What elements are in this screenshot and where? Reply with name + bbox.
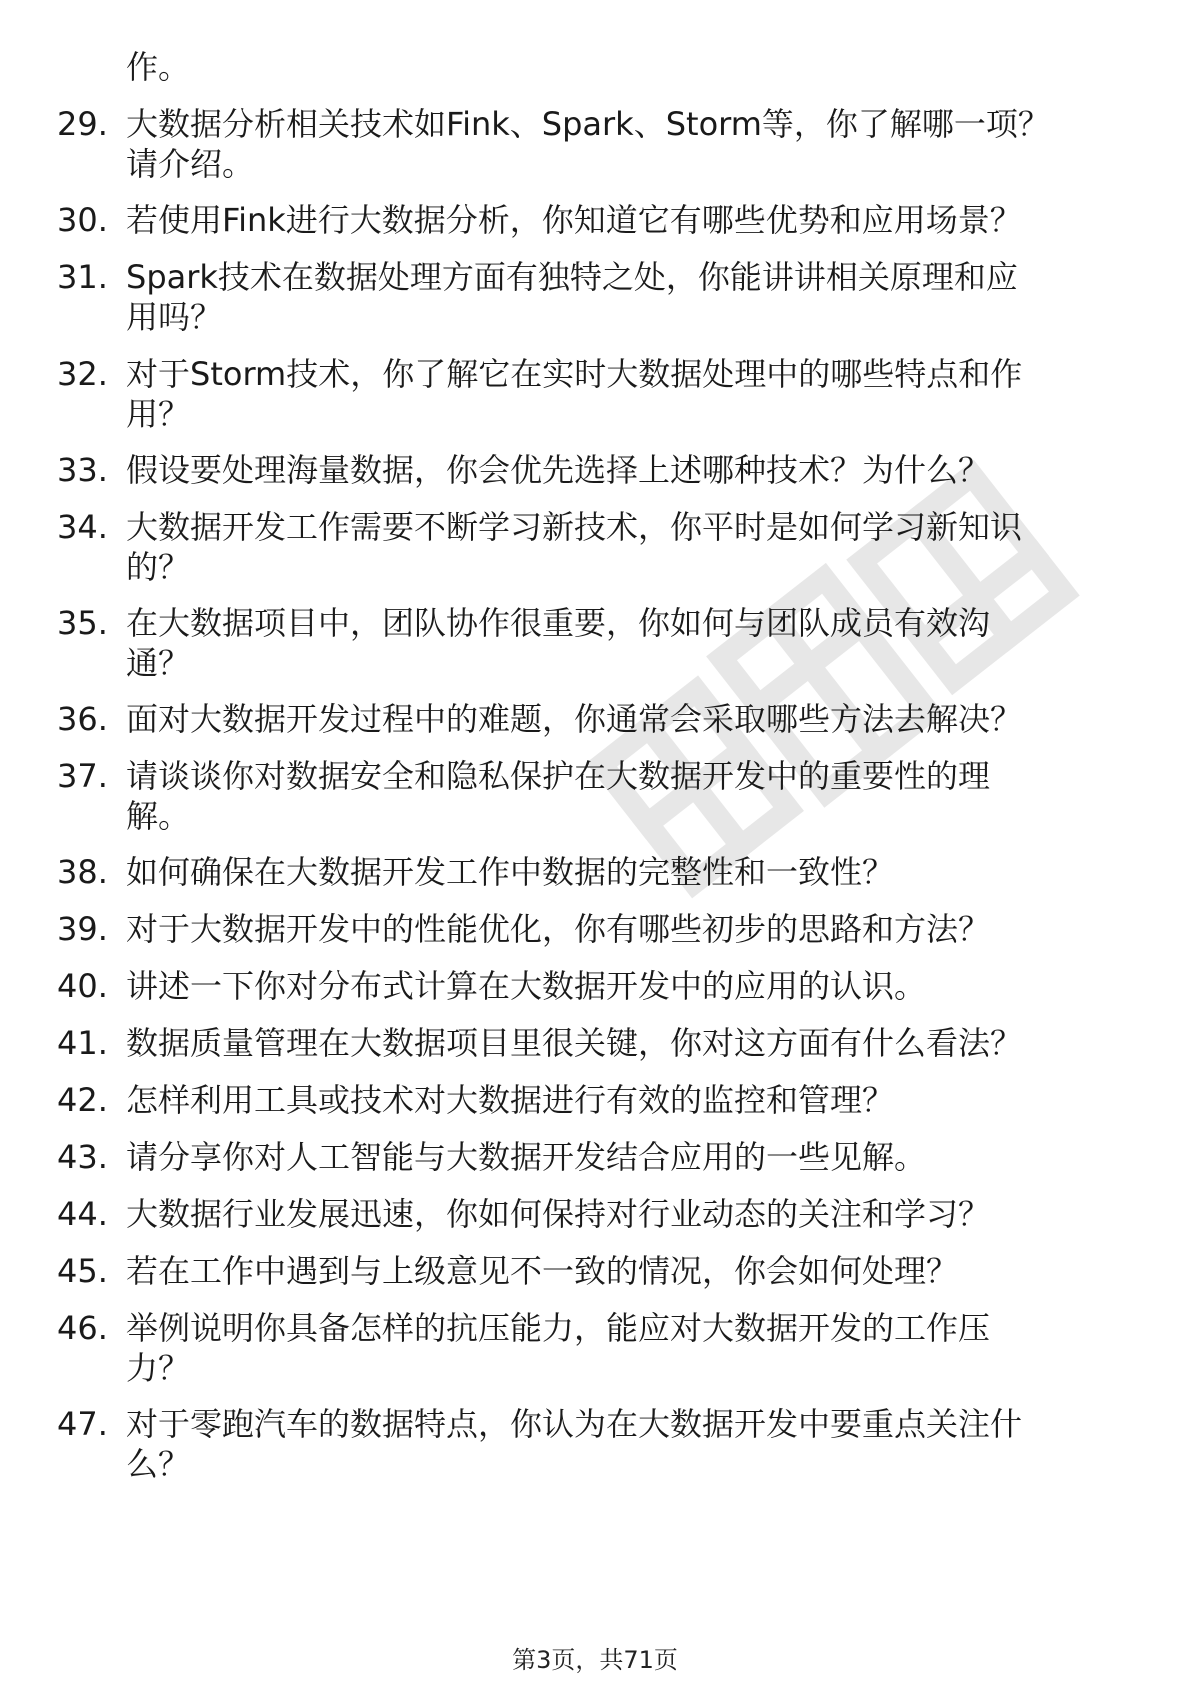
question-text: 面对大数据开发过程中的难题，你通常会采取哪些方法去解决？ <box>126 700 1023 738</box>
question-text: 大数据分析相关技术如Fink、Spark、Storm等，你了解哪一项？ 请介绍。 <box>126 105 1050 183</box>
question-text: 举例说明你具备怎样的抗压能力，能应对大数据开发的工作压 力？ <box>126 1309 991 1387</box>
question-number: 31. <box>57 258 108 296</box>
question-number: 41. <box>57 1024 108 1062</box>
question-text: 数据质量管理在大数据项目里很关键，你对这方面有什么看法？ <box>126 1024 1023 1062</box>
page-footer: 第3页，共71页 <box>512 1646 678 1674</box>
question-number: 40. <box>57 967 108 1005</box>
question-text: 大数据行业发展迅速，你如何保持对行业动态的关注和学习？ <box>126 1195 991 1233</box>
question-number: 38. <box>57 853 108 891</box>
question-text: 在大数据项目中，团队协作很重要，你如何与团队成员有效沟 通？ <box>126 604 991 682</box>
question-text: 若在工作中遇到与上级意见不一致的情况，你会如何处理？ <box>126 1252 959 1290</box>
question-number: 45. <box>57 1252 108 1290</box>
question-text: 讲述一下你对分布式计算在大数据开发中的应用的认识。 <box>126 967 927 1005</box>
question-text: 怎样利用工具或技术对大数据进行有效的监控和管理？ <box>126 1081 895 1119</box>
question-text: 假设要处理海量数据，你会优先选择上述哪种技术？为什么？ <box>126 451 991 489</box>
question-text: 请分享你对人工智能与大数据开发结合应用的一些见解。 <box>126 1138 927 1176</box>
question-number: 39. <box>57 910 108 948</box>
question-text: 对于大数据开发中的性能优化，你有哪些初步的思路和方法？ <box>126 910 991 948</box>
question-number: 42. <box>57 1081 108 1119</box>
question-text: 对于Storm技术，你了解它在实时大数据处理中的哪些特点和作 用？ <box>126 355 1023 433</box>
question-number: 35. <box>57 604 108 642</box>
question-text: 若使用Fink进行大数据分析，你知道它有哪些优势和应用场景？ <box>126 201 1022 239</box>
question-number: 32. <box>57 355 108 393</box>
question-number: 44. <box>57 1195 108 1233</box>
question-text: Spark技术在数据处理方面有独特之处，你能讲讲相关原理和应 用吗？ <box>126 258 1018 336</box>
question-number: 36. <box>57 700 108 738</box>
question-number: 46. <box>57 1309 108 1347</box>
question-number: 43. <box>57 1138 108 1176</box>
question-number: 47. <box>57 1405 108 1443</box>
question-number: 33. <box>57 451 108 489</box>
question-text: 如何确保在大数据开发工作中数据的完整性和一致性？ <box>126 853 895 891</box>
question-text: 请谈谈你对数据安全和隐私保护在大数据开发中的重要性的理 解。 <box>126 757 991 835</box>
question-text: 对于零跑汽车的数据特点，你认为在大数据开发中要重点关注什 么？ <box>126 1405 1023 1483</box>
question-number: 29. <box>57 105 108 143</box>
question-number: 30. <box>57 201 108 239</box>
question-number: 37. <box>57 757 108 795</box>
question-text: 作。 <box>126 48 191 86</box>
question-text: 大数据开发工作需要不断学习新技术，你平时是如何学习新知识 的？ <box>126 508 1023 586</box>
question-number: 34. <box>57 508 108 546</box>
